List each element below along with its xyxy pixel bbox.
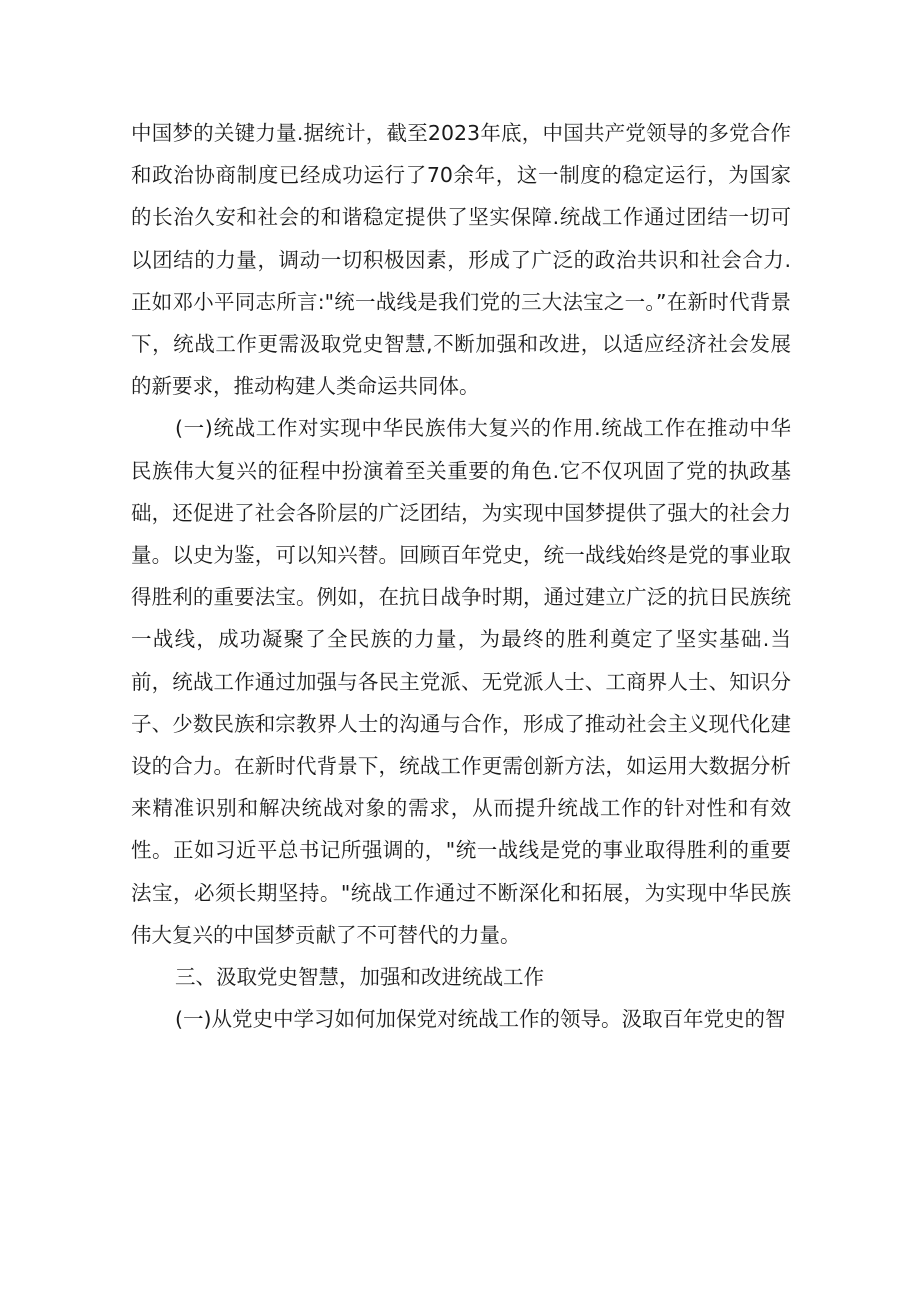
paragraph-role-of-united-front: (一)统战工作对实现中华民族伟大复兴的作用.统战工作在推动中华民族伟大复兴的征程中扮演着至关重要的角色.它不仅巩固了党的执政基础，还促进了社会各阶层的广泛团结，为实现中国梦提供了强大的社会力量。以史为鉴，可以知兴替。回顾百年党史，统一战线始终是党的事业取得胜利的重要法宝。例如，在抗日战争时期，通过建立广泛的抗日民族统一战线，成功凝聚了全民族的力量，为最终的胜利奠定了坚实基础.当前，统战工作通过加强与各民主党派、无党派人士、工商界人士、知识分子、少数民族和宗教界人士的沟通与合作，形成了推动社会主义现代化建设的合力。在新时代背景下，统战工作更需创新方法，如运用大数据分析来精准识别和解决统战对象的需求，从而提升统战工作的针对性和有效性。正如习近平总书记所强调的，"统一战线是党的事业取得胜利的重要法宝，必须长期坚持。"统战工作通过不断深化和拓展，为实现中华民族伟大复兴的中国梦贡献了不可替代的力量。 xyxy=(131,416,791,947)
paragraph-opening: 中国梦的关键力量.据统计，截至2023年底，中国共产党领导的多党合作和政治协商制度已经成功运行了70余年，这一制度的稳定运行，为国家的长治久安和社会的和谐稳定提供了坚实保障.统战工作通过团结一切可以团结的力量，调动一切积极因素，形成了广泛的政治共识和社会合力.正如邓小平同志所言:"统一战线是我们党的三大法宝之一。”在新时代背景下，统战工作更需汲取党史智慧,不断加强和改进，以适应经济社会发展的新要求，推动构建人类命运共同体。 xyxy=(131,121,791,399)
paragraph-learn-from-party-history: (一)从党史中学习如何加保党对统战工作的领导。汲取百年党史的智 xyxy=(175,1007,786,1032)
section-heading-three: 三、汲取党史智慧，加强和改进统战工作 xyxy=(175,965,544,990)
document-body xyxy=(131,112,791,1040)
